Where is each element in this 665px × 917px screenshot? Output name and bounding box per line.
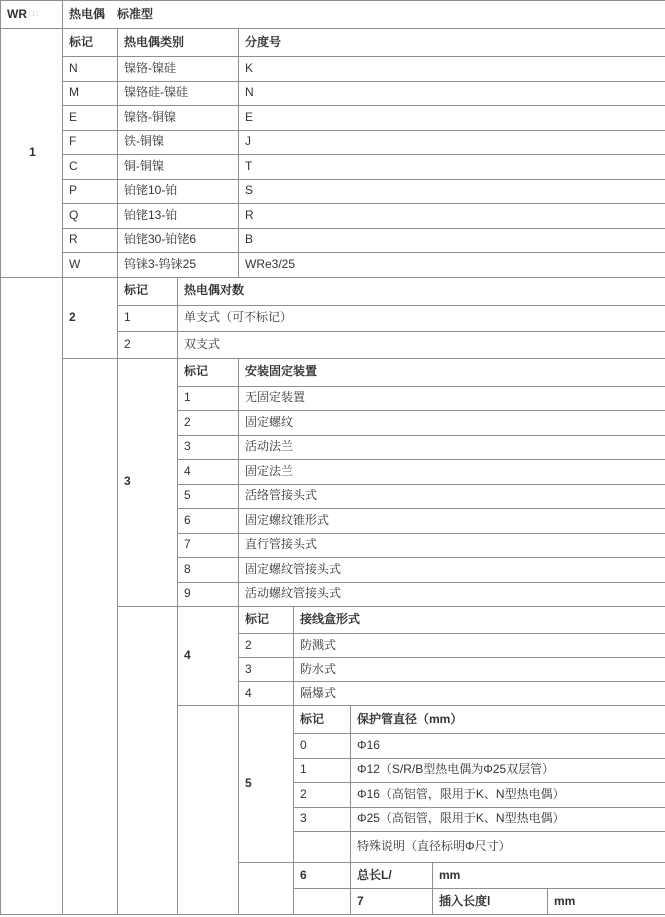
mark-cell: M xyxy=(63,81,118,106)
section-6-number: 6 xyxy=(294,863,351,889)
value-cell: 活动法兰 xyxy=(239,435,665,460)
mark-cell: Q xyxy=(63,204,118,229)
section-1-number: 1 xyxy=(1,29,63,278)
spacer-cell xyxy=(178,706,239,915)
graduation-cell: N xyxy=(239,81,665,106)
table-row xyxy=(1,81,665,106)
graduation-cell: J xyxy=(239,130,665,155)
type-cell: 铂铑13-铂 xyxy=(118,204,239,229)
mark-cell: 7 xyxy=(178,533,239,558)
value-cell: 固定螺纹管接头式 xyxy=(239,558,665,583)
mark-cell: F xyxy=(63,130,118,155)
table-row xyxy=(1,106,665,131)
value-cell: Φ25（高铝管，限用于K、N型热电偶） xyxy=(351,807,665,832)
mark-cell: 1 xyxy=(178,386,239,411)
mark-cell: 9 xyxy=(178,582,239,607)
type-cell: 铜-铜镍 xyxy=(118,155,239,180)
value-cell: Φ16 xyxy=(351,734,665,759)
type-cell: 铂铑10-铂 xyxy=(118,179,239,204)
graduation-cell: B xyxy=(239,228,665,253)
total-length-label: 总长L/ xyxy=(351,863,433,889)
table-title: 热电偶 标准型 xyxy=(63,1,665,29)
mark-cell: 5 xyxy=(178,484,239,509)
type-cell: 镍铬-铜镍 xyxy=(118,106,239,131)
value-cell: Φ12（S/R/B型热电偶为Φ25双层管） xyxy=(351,758,665,783)
type-cell: 镍铬硅-镍硅 xyxy=(118,81,239,106)
mark-cell: 3 xyxy=(178,435,239,460)
spacer-cell xyxy=(118,607,178,915)
section-7-number: 7 xyxy=(351,889,433,915)
mark-cell: P xyxy=(63,179,118,204)
mark-cell: C xyxy=(63,155,118,180)
mark-cell: 1 xyxy=(118,305,178,331)
mark-cell xyxy=(294,832,351,863)
mark-cell: E xyxy=(63,106,118,131)
value-cell: 活动螺纹管接头式 xyxy=(239,582,665,607)
spacer-cell xyxy=(294,889,351,915)
value-cell: 直行管接头式 xyxy=(239,533,665,558)
spacer-cell xyxy=(239,863,294,915)
type-cell: 铁-铜镍 xyxy=(118,130,239,155)
total-length-unit: mm xyxy=(433,863,665,889)
table-row xyxy=(1,155,665,180)
mark-cell: 4 xyxy=(178,460,239,485)
value-cell: 隔爆式 xyxy=(294,682,665,706)
mark-cell: R xyxy=(63,228,118,253)
section-4-number: 4 xyxy=(178,607,239,706)
graduation-cell: S xyxy=(239,179,665,204)
graduation-cell: K xyxy=(239,57,665,82)
section-5-number: 5 xyxy=(239,706,294,863)
value-cell: 双支式 xyxy=(178,331,665,358)
graduation-cell: R xyxy=(239,204,665,229)
spacer-cell xyxy=(63,358,118,915)
value-cell: 固定螺纹锥形式 xyxy=(239,509,665,534)
value-cell: 防水式 xyxy=(294,658,665,682)
table-row xyxy=(1,130,665,155)
special-note-cell: 特殊说明（直径标明Φ尺寸） xyxy=(351,832,665,863)
section-1-col-graduation: 分度号 xyxy=(239,29,665,57)
left-spacer-cell xyxy=(1,277,63,915)
type-cell: 钨铼3-钨铼25 xyxy=(118,253,239,278)
graduation-cell: E xyxy=(239,106,665,131)
mark-cell: 8 xyxy=(178,558,239,583)
section-2-col-pairs: 热电偶对数 xyxy=(178,277,665,305)
insertion-length-label: 插入长度l xyxy=(433,889,548,915)
table-row xyxy=(1,57,665,82)
section-1-col-mark: 标记 xyxy=(63,29,118,57)
section-4-col-mark: 标记 xyxy=(239,607,294,634)
type-cell: 铂铑30-铂铑6 xyxy=(118,228,239,253)
table-header-row xyxy=(1,1,665,29)
table-row xyxy=(1,179,665,204)
model-code xyxy=(1,1,63,29)
value-cell: 固定法兰 xyxy=(239,460,665,485)
section-1-header-row xyxy=(1,29,665,57)
mark-cell: 2 xyxy=(178,411,239,436)
table-row xyxy=(1,228,665,253)
mark-cell: 2 xyxy=(239,634,294,658)
section-3-col-mounting: 安装固定装置 xyxy=(239,358,665,386)
mark-cell: 2 xyxy=(118,331,178,358)
mark-cell: N xyxy=(63,57,118,82)
section-2-col-mark: 标记 xyxy=(118,277,178,305)
graduation-cell: WRe3/25 xyxy=(239,253,665,278)
mark-cell: 0 xyxy=(294,734,351,759)
type-cell: 镍铬-镍硅 xyxy=(118,57,239,82)
value-cell: 单支式（可不标记） xyxy=(178,305,665,331)
value-cell: 防溅式 xyxy=(294,634,665,658)
mark-cell: 3 xyxy=(294,807,351,832)
section-3-number: 3 xyxy=(118,358,178,607)
section-1-col-type: 热电偶类别 xyxy=(118,29,239,57)
section-2-number: 2 xyxy=(63,277,118,358)
value-cell: Φ16（高铝管，限用于K、N型热电偶） xyxy=(351,783,665,808)
model-prefix: WR xyxy=(7,6,27,21)
table-row xyxy=(1,204,665,229)
section-2-header-row xyxy=(1,277,665,305)
table-row xyxy=(1,253,665,278)
section-5-col-mark: 标记 xyxy=(294,706,351,734)
mark-cell: 1 xyxy=(294,758,351,783)
insertion-length-unit: mm xyxy=(548,889,665,915)
value-cell: 固定螺纹 xyxy=(239,411,665,436)
value-cell: 活络管接头式 xyxy=(239,484,665,509)
mark-cell: 2 xyxy=(294,783,351,808)
mark-cell: 3 xyxy=(239,658,294,682)
graduation-cell: T xyxy=(239,155,665,180)
section-5-col-tube-diameter: 保护管直径（mm） xyxy=(351,706,665,734)
model-placeholder: □□ xyxy=(29,8,37,18)
value-cell: 无固定装置 xyxy=(239,386,665,411)
section-4-col-junction-box: 接线盒形式 xyxy=(294,607,665,634)
section-3-col-mark: 标记 xyxy=(178,358,239,386)
mark-cell: W xyxy=(63,253,118,278)
section-3-header-row xyxy=(1,358,665,386)
mark-cell: 6 xyxy=(178,509,239,534)
mark-cell: 4 xyxy=(239,682,294,706)
